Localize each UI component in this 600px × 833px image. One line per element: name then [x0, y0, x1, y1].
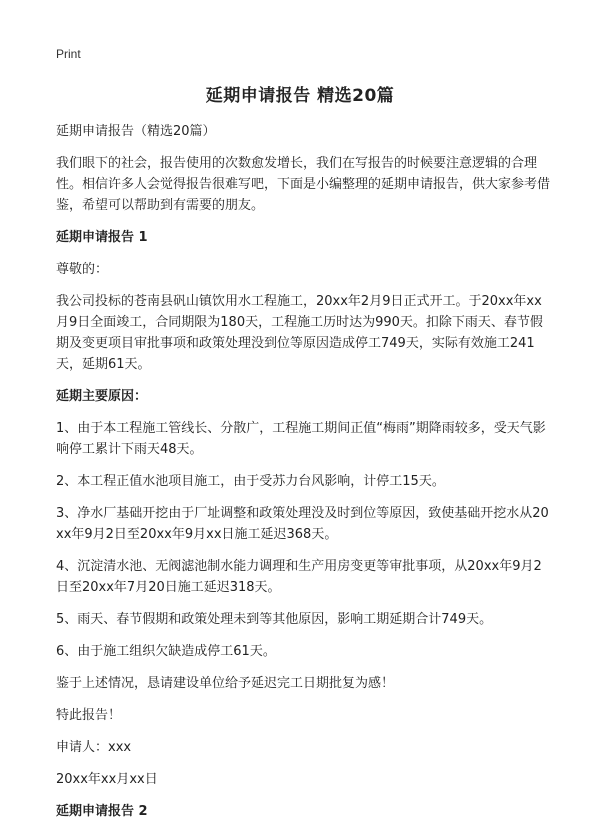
reason-item-2: 2、本工程正值水池项目施工，由于受苏力台风影响，计停工15天。: [56, 474, 445, 489]
intro-paragraph: 我们眼下的社会，报告使用的次数愈发增长，我们在写报告的时候要注意逻辑的合理性。相信许多人会觉得报告很难写吧，下面是小编整理的延期申请报告，供大家参考借鉴，希望可以帮助到有需要的朋友。: [56, 156, 551, 213]
document-title: 延期申请报告 精选20篇: [205, 86, 395, 106]
reason-item-1: 1、由于本工程施工管线长、分散广，工程施工期间正值“梅雨”期降雨较多，受天气影响停工累计下雨天48天。: [56, 421, 546, 457]
reason-item-3: 3、净水厂基础开挖由于厂址调整和政策处理没及时到位等原因，致使基础开挖水从20xx年9月2日至20xx年9月xx日施工延迟368天。: [56, 506, 549, 542]
section-heading-1: 延期申请报告 1: [56, 230, 148, 245]
document-body: [56, 121, 552, 833]
reasons-heading: 延期主要原因：: [56, 389, 148, 404]
reason-item-4: 4、沉淀清水池、无阀滤池制水能力调理和生产用房变更等审批事项，从20xx年9月2日至20xx年7月20日施工延迟318天。: [56, 559, 542, 595]
reason-item-6: 6、由于施工组织欠缺造成停工61天。: [56, 644, 276, 659]
project-paragraph: 我公司投标的苍南县矾山镇饮用水工程施工，20xx年2月9日正式开工。于20xx年xx月9日全面竣工，合同期限为180天，工程施工历时达为990天。扣除下雨天、春节假期及变更项目审批事项和政策处理没到位等原因造成停工749天，实际有效施工241天，延期61天。: [56, 294, 543, 372]
salutation: 尊敬的：: [56, 262, 109, 277]
date-line: 20xx年xx月xx日: [56, 772, 158, 787]
request-paragraph: 鉴于上述情况，恳请建设单位给予延迟完工日期批复为感！: [56, 676, 395, 691]
print-label: Print: [56, 47, 81, 61]
closing-line: 特此报告！: [56, 708, 122, 723]
section-heading-2: 延期申请报告 2: [56, 804, 148, 819]
document-subtitle: 延期申请报告（精选20篇）: [56, 124, 216, 139]
reason-item-5: 5、雨天、春节假期和政策处理未到等其他原因，影响工期延期合计749天。: [56, 612, 493, 627]
applicant-line: 申请人：xxx: [56, 740, 132, 755]
